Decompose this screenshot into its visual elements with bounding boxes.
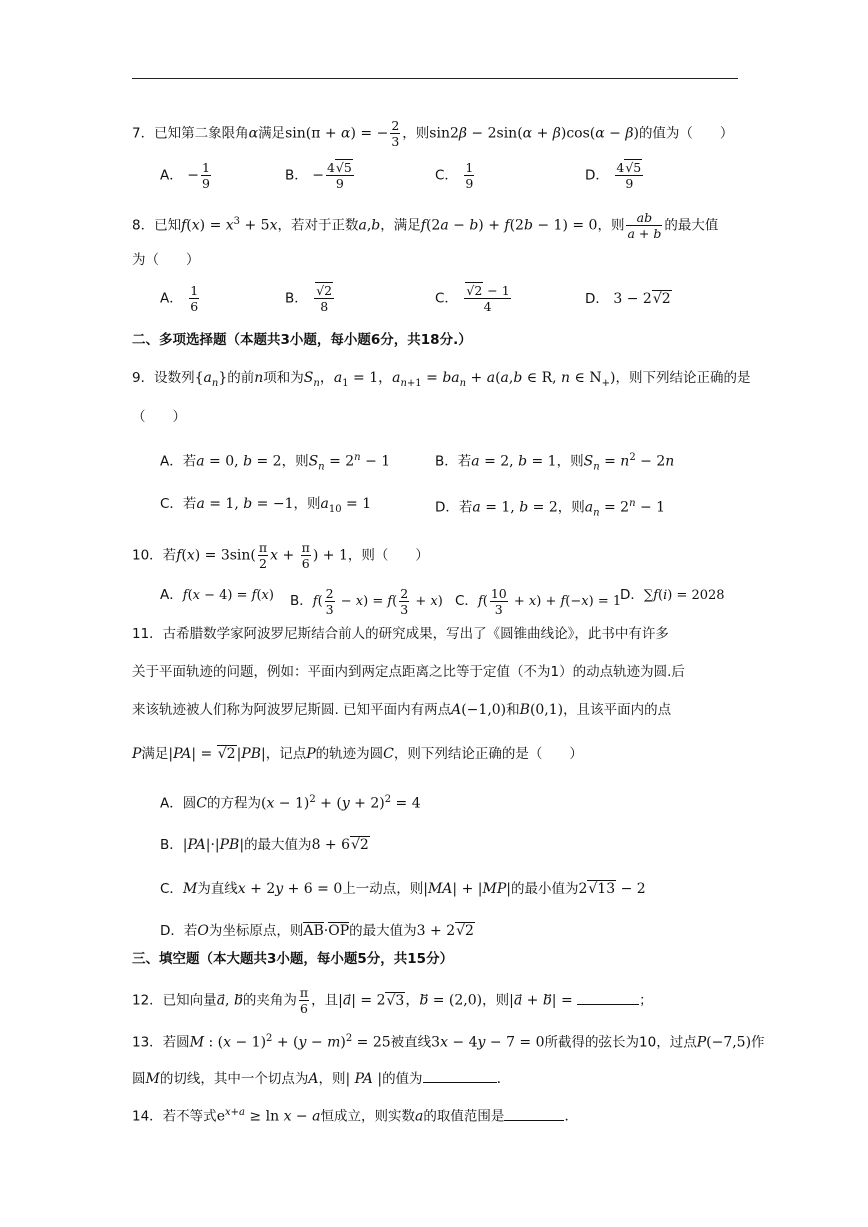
header-rule	[132, 78, 738, 79]
q7-option-c: C． $\frac{1}{9}$	[435, 160, 474, 191]
question-8: 8．已知$f(x) = x^3 + 5x$，若对于正数a,b，满足f(2a − b) + f(2b − 1) = 0，则 $\frac{ab}{a + b}$ 的最大值	[132, 210, 719, 241]
question-14: 14．若不等式$e^{x+a} \ge \ln x - a$恒成立，则实数a的取值范围是 .	[132, 1107, 569, 1125]
question-9-line2: （ ）	[132, 409, 186, 425]
q8-option-d: D． 3 − 2√2	[585, 291, 671, 307]
q12-answer-blank[interactable]	[577, 990, 639, 1005]
q10-option-b: B．f( $\frac{2}{3}$ − x) = f( $\frac{2}{3}$ + x)	[290, 586, 443, 617]
q8-option-b: B． $\frac{√2}{8}$	[285, 283, 333, 314]
q7-option-a: A． − $\frac{1}{9}$	[160, 160, 210, 191]
question-13: 13．若圆M : $(x - 1)^2 + (y - m)^2 = 25$被直线3x − 4y − 7 = 0所截得的弦长为10，过点P(−7,5)作	[132, 1033, 765, 1051]
question-11-line4: P满足|PA| = √2|PB|，记点P的轨迹为圆C，则下列结论正确的是（ ）	[132, 746, 583, 762]
question-9: 9．设数列$\{a_n\}$的前n项和为$S_n$，$a_1 = 1$，$a_{n+1} = ba_n + a(a,b$ ∈ R, n ∈ $N_+$)，则下列结论正确的是	[132, 370, 751, 389]
q10-option-c: C．f( $\frac{10}{3}$ + x) + f(−x) = 1	[455, 586, 622, 617]
q8-option-a: A． $\frac{1}{6}$	[160, 283, 199, 314]
q10-option-d: D．∑f(i) = 2028	[620, 587, 725, 603]
question-7: 7．已知第二象限角α满足sin(π + α) = − $\frac{2}{3}$ ，则sin2β − 2sin(α + β)cos(α − β)的值为（ ）	[132, 118, 734, 149]
section-3-heading: 三、填空题（本大题共3小题，每小题5分，共15分）	[132, 951, 454, 967]
question-13-line2: 圆M的切线，其中一个切点为A，则| PA |的值为 .	[132, 1068, 501, 1088]
q9-option-c: C．若a = 1, b = −1，则$a_{10} = 1$	[160, 496, 372, 515]
q11-option-d: D．若O为坐标原点，则AB·OP的最大值为3 + 2√2	[160, 923, 474, 939]
question-11-line3: 来该轨迹被人们称为阿波罗尼斯圆. 已知平面内有两点A(−1,0)和B(0,1)，且该平面内的点	[132, 702, 672, 718]
q9-option-a: A．若a = 0, b = 2，则$S_n = 2^n - 1$	[160, 452, 391, 473]
q11-option-c: C．M为直线x + 2y + 6 = 0上一动点，则|MA| + |MP|的最小值为2√13 − 2	[160, 881, 646, 897]
q11-option-b: B．|PA|·|PB|的最大值为8 + 6√2	[160, 837, 369, 853]
question-11-line1: 11．古希腊数学家阿波罗尼斯结合前人的研究成果，写出了《圆锥曲线论》，此书中有许多	[132, 626, 669, 642]
question-8-line2: 为（ ）	[132, 252, 200, 268]
q10-option-a: A．f(x − 4) = f(x)	[160, 587, 274, 603]
section-2-heading: 二、多项选择题（本题共3小题，每小题6分，共18分.）	[132, 332, 472, 348]
q14-answer-blank[interactable]	[504, 1106, 564, 1121]
q9-option-b: B．若a = 2, b = 1，则$S_n = n^2 - 2n$	[435, 452, 675, 473]
q9-option-d: D．若a = 1, b = 2，则$a_n = 2^n - 1$	[435, 498, 666, 519]
q7-option-b: B． − $\frac{4√5}{9}$	[285, 160, 352, 191]
question-12: 12．已知向量a⃗, b的夹角为 $\frac{\pi}{6}$ ，且|a⃗| = 2√3，b⃗ = (2,0)，则|a⃗ + b⃗| = ；	[132, 985, 653, 1016]
q11-option-a: A．圆C的方程为$(x - 1)^2 + (y + 2)^2 = 4$	[160, 794, 421, 812]
q7-option-d: D． $\frac{4√5}{9}$	[585, 160, 642, 191]
q8-option-c: C． $\frac{√2 - 1}{4}$	[435, 283, 510, 314]
question-10: 10．若f(x) = 3sin( $\frac{\pi}{2}$ x + $\frac{\pi}{6}$ ) + 1，则（ ）	[132, 540, 429, 571]
q13-answer-blank[interactable]	[423, 1068, 497, 1083]
question-11-line2: 关于平面轨迹的问题，例如：平面内到两定点距离之比等于定值（不为1）的动点轨迹为圆.后	[132, 664, 685, 680]
